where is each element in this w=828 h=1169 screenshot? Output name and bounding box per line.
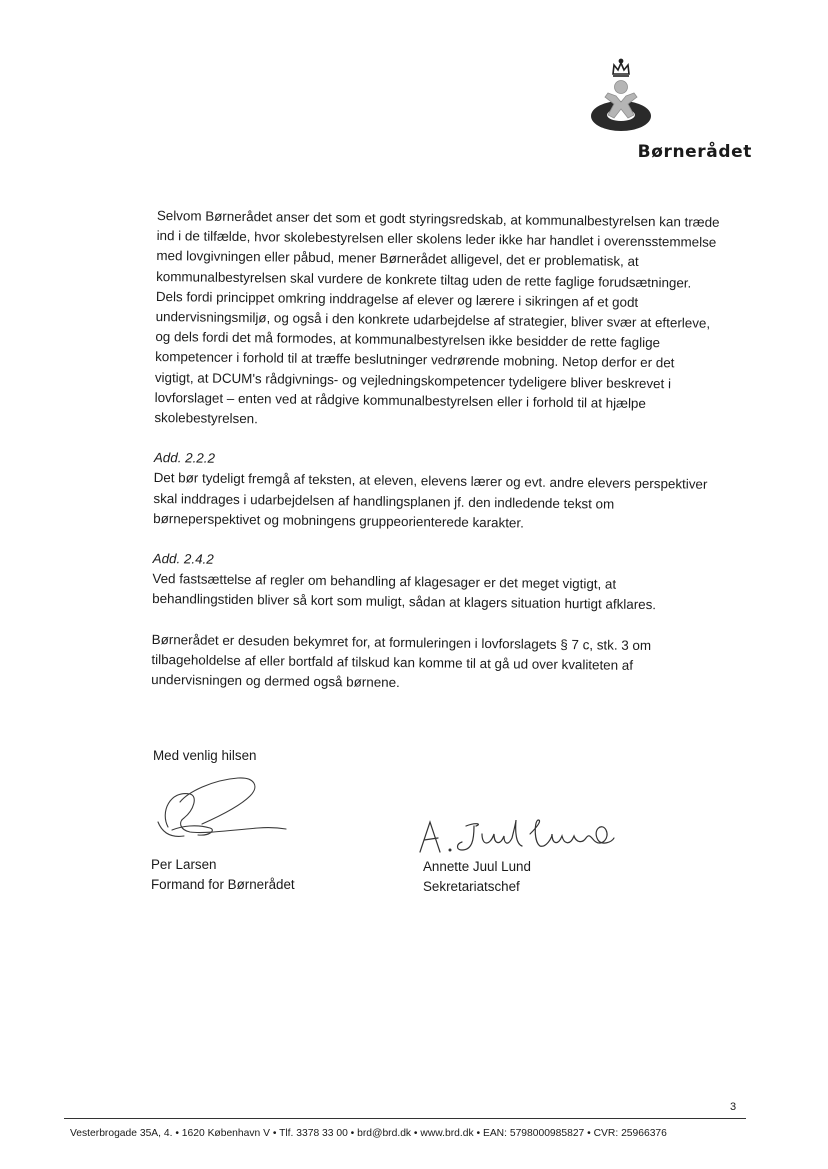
footer-divider (64, 1118, 746, 1119)
borneradet-logo (586, 58, 656, 133)
crown-icon (613, 59, 629, 76)
section-heading: Add. 2.4.2 (152, 551, 214, 567)
paragraph-concern: Børnerådet er desuden bekymret for, at formuleringen i lovforslagets § 7 c, stk. 3 om tilbageholdelse af eller bortfald af tilskud kan komme til at gå ud over kvaliteten af undervisningen og dermed også børnene. (151, 631, 652, 691)
signatory-title: Formand for Børnerådet (151, 877, 295, 892)
brand-name: Børnerådet (637, 142, 752, 162)
closing-greeting: Med venlig hilsen (153, 748, 257, 763)
paragraph-add-222: Det bør tydeligt fremgå af teksten, at eleven, elevens lærer og evt. andre elevers perspektiver skal inddrages i udarbejdelsen af handlingsplanen jf. den indledende tekst om børneperspektivet og mobningens gruppeorienterede karakter. (153, 470, 708, 531)
page-number: 3 (730, 1101, 737, 1113)
signatory-right (423, 857, 531, 897)
signatory-left (151, 855, 295, 895)
paragraph-intro: Selvom Børnerådet anser det som et godt styringsredskab, at kommunalbestyrelsen kan træde ind i de tilfælde, hvor skolebestyrelsen eller skolens leder ikke har handlet i overensstemmelse med lovgivningen eller påbud, mener Børnerådet alligevel, det er problematisk, at kommunalbestyrelsen skal vurdere de konkrete tiltag uden de rette faglige forudsætninger. Dels fordi princippet omkring inddragelse af elever og lærere i sikringen af et godt undervisningsmiljø, og også i den konkrete udarbejdelse af strategier, bliver svær at efterleve, og dels fordi det må formodes, at kommunalbestyrelsen ikke besidder de rette faglige kompetencer i forhold til at træffe beslutninger vedrørende mobning. Netop derfor er det vigtigt, at DCUM's rådgivnings- og vejledningskompetencer tydeligere bliver beskrevet i lovforslaget – enten ved at rådgive kommunalbestyrelsen eller i forhold til at hjælpe skolebestyrelsen. (154, 207, 720, 427)
signature-annette-juul-lund (416, 812, 616, 862)
letter-body (151, 206, 747, 697)
signatory-name: Per Larsen (151, 857, 217, 872)
signatory-name: Annette Juul Lund (423, 859, 531, 874)
signature-per-larsen (150, 772, 290, 852)
footer-address: Vesterbrogade 35A, 4. • 1620 København V • Tlf. 3378 33 00 • brd@brd.dk • www.brd.dk • EAN: 5798000985827 • CVR: 25966376 (70, 1128, 667, 1139)
signatory-title: Sekretariatschef (423, 879, 520, 894)
paragraph-add-242: Ved fastsættelse af regler om behandling af klagesager er det meget vigtigt, at behandlingstiden bliver så kort som muligt, sådan at klagers situation hurtigt afklares. (152, 571, 657, 613)
section-heading: Add. 2.2.2 (153, 450, 216, 466)
